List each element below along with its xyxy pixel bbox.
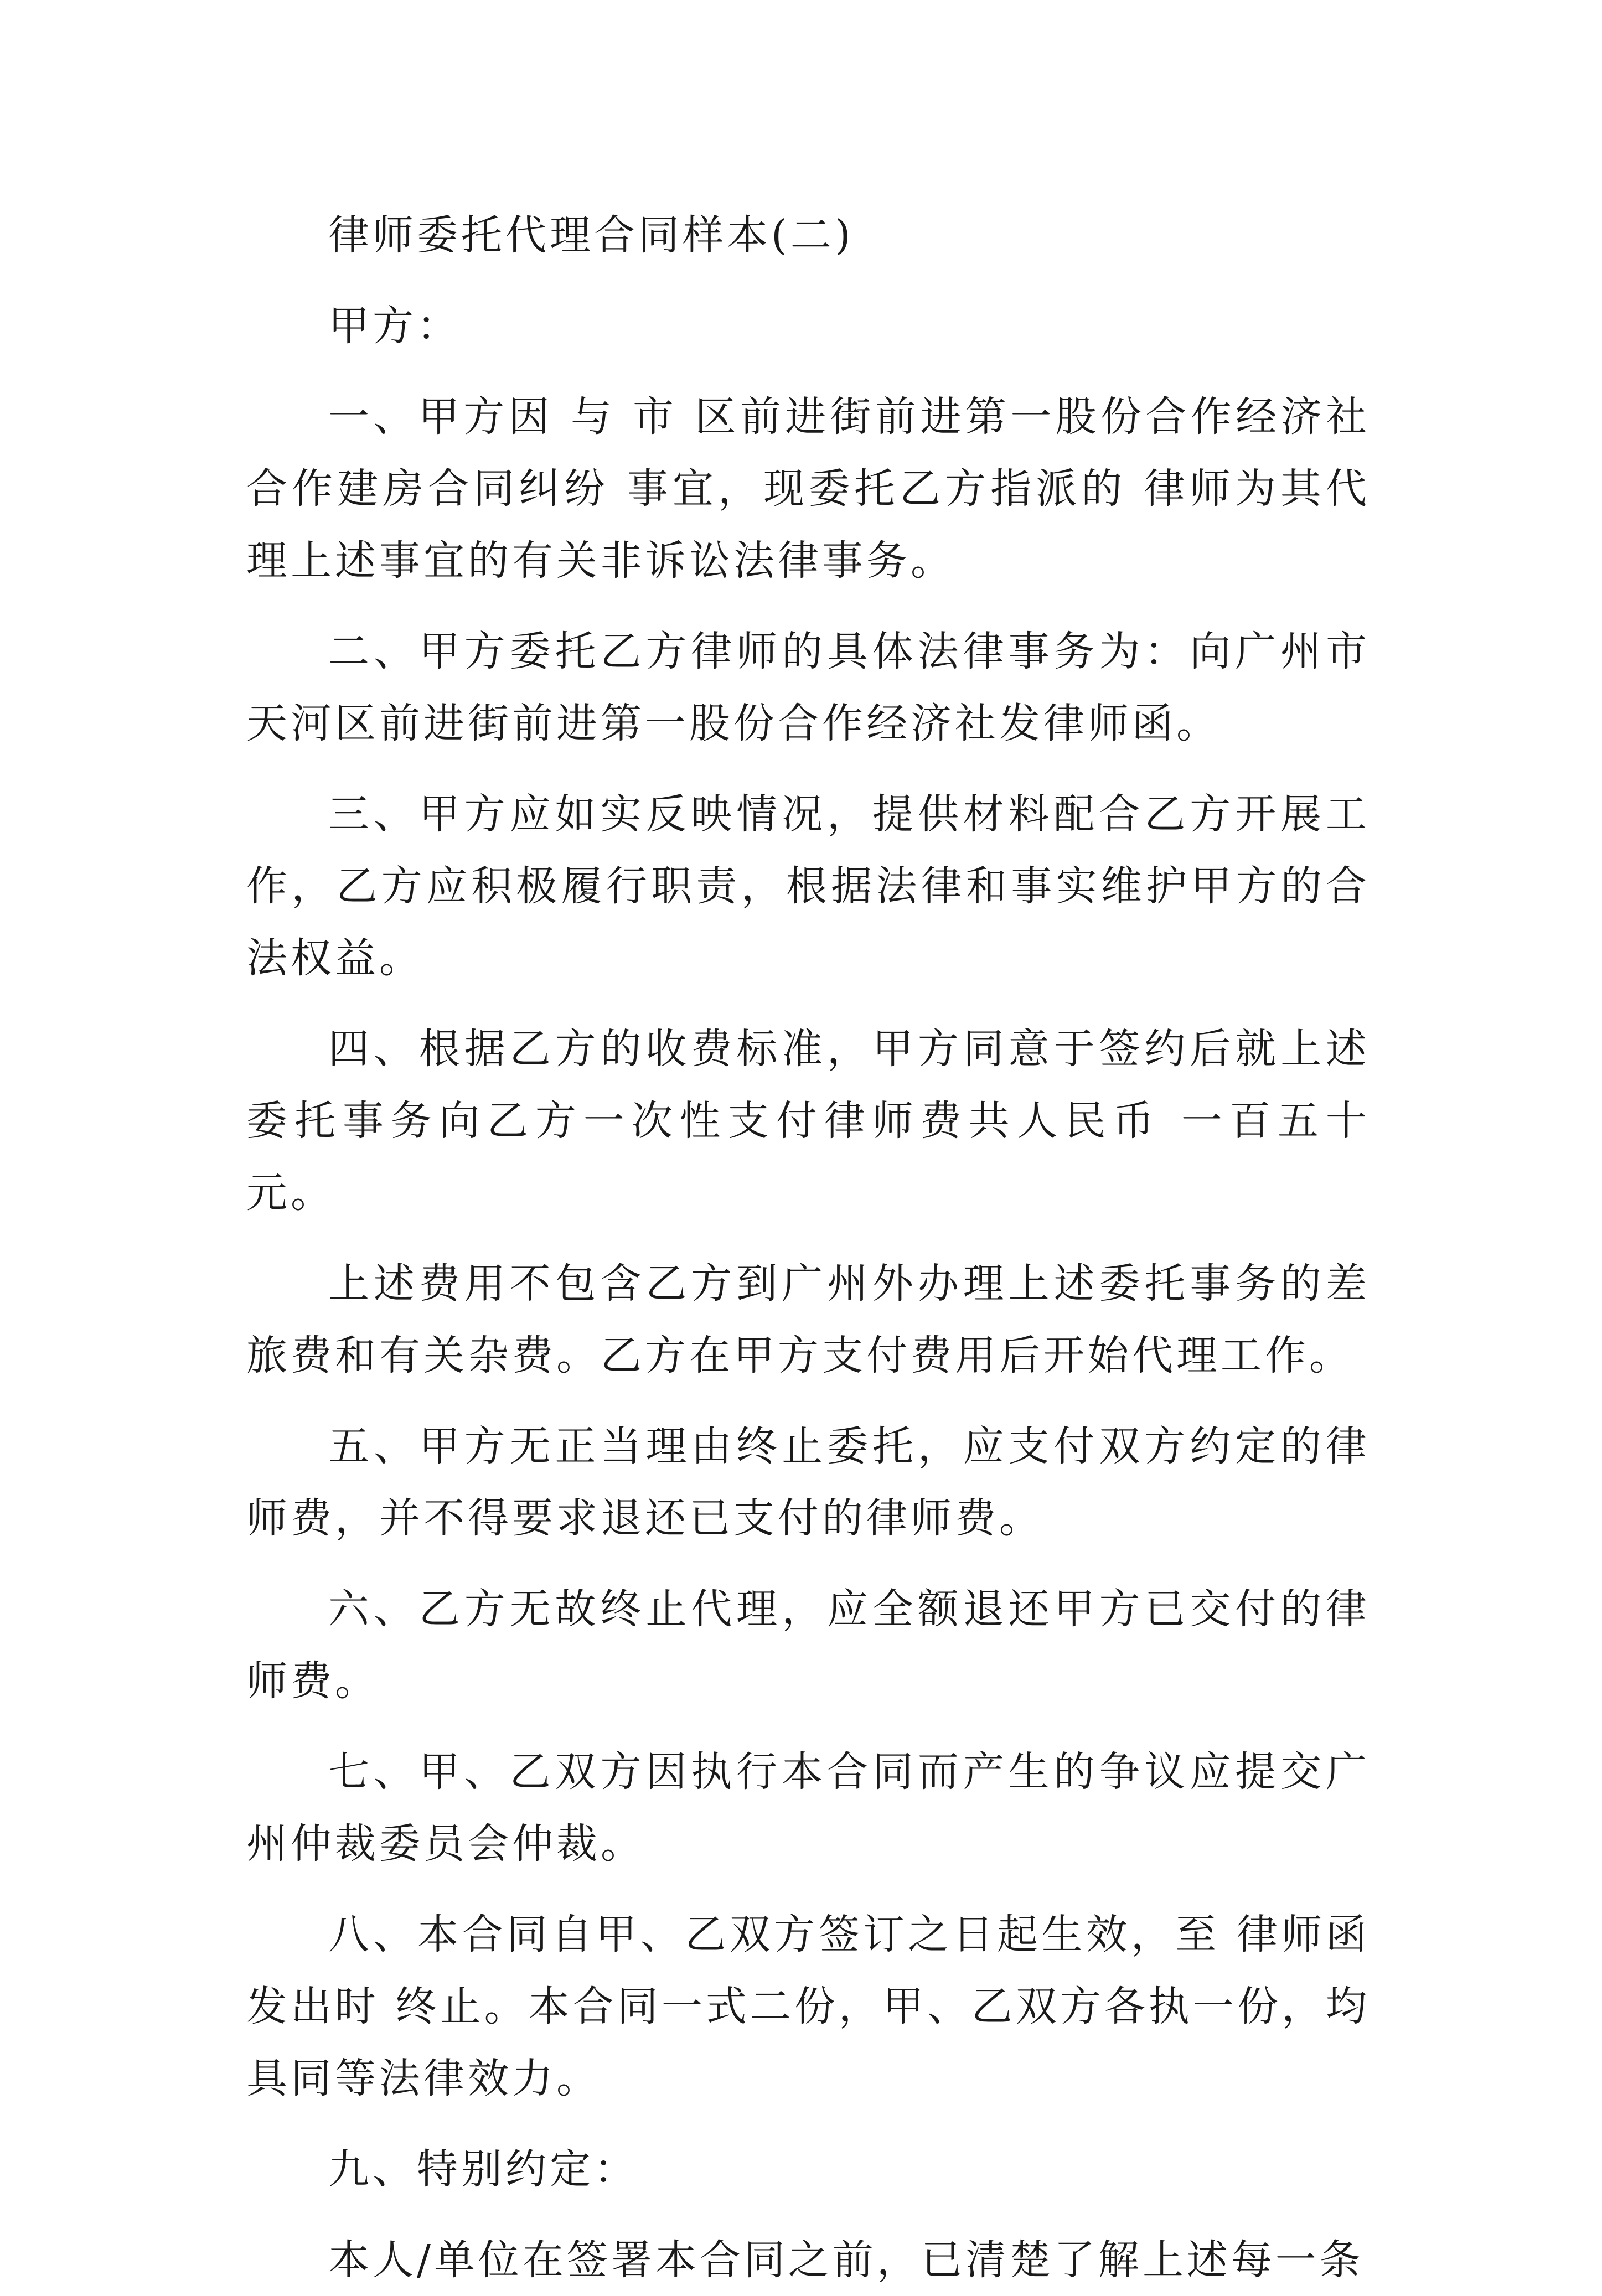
clause-1: 一、甲方因 与 市 区前进街前进第一股份合作经济社合作建房合同纠纷 事宜，现委托乙方指派的 律师为其代理上述事宜的有关非诉讼法律事务。 xyxy=(246,393,1370,585)
clause-5: 五、甲方无正当理由终止委托，应支付双方约定的律师费，并不得要求退还已支付的律师费。 xyxy=(246,1423,1370,1542)
clause-8: 八、本合同自甲、乙双方签订之日起生效，至 律师函发出时 终止。本合同一式二份，甲、乙双方各执一份，均具同等法律效力。 xyxy=(246,1911,1370,2102)
clause-6: 六、乙方无故终止代理，应全额退还甲方已交付的律师费。 xyxy=(246,1585,1370,1705)
declaration: 本人/单位在签署本合同之前，已清楚了解上述每一条 xyxy=(328,2236,1364,2284)
clause-4: 四、根据乙方的收费标准，甲方同意于签约后就上述委托事务向乙方一次性支付律师费共人民币 一百五十 元。 xyxy=(246,1025,1370,1217)
clause-7: 七、甲、乙双方因执行本合同而产生的争议应提交广州仲裁委员会仲裁。 xyxy=(246,1748,1370,1868)
document-title: 律师委托代理合同样本(二) xyxy=(328,211,854,259)
document-body xyxy=(246,199,1370,2296)
clause-3: 三、甲方应如实反映情况，提供材料配合乙方开展工作，乙方应积极履行职责，根据法律和事实维护甲方的合法权益。 xyxy=(246,790,1370,982)
party-a-label: 甲方： xyxy=(328,302,461,350)
clause-9: 九、特别约定： xyxy=(328,2145,638,2193)
clause-4-note: 上述费用不包含乙方到广州外办理上述委托事务的差旅费和有关杂费。乙方在甲方支付费用后开始代理工作。 xyxy=(246,1260,1370,1379)
clause-2: 二、甲方委托乙方律师的具体法律事务为：向广州市天河区前进街前进第一股份合作经济社发律师函。 xyxy=(246,628,1370,747)
